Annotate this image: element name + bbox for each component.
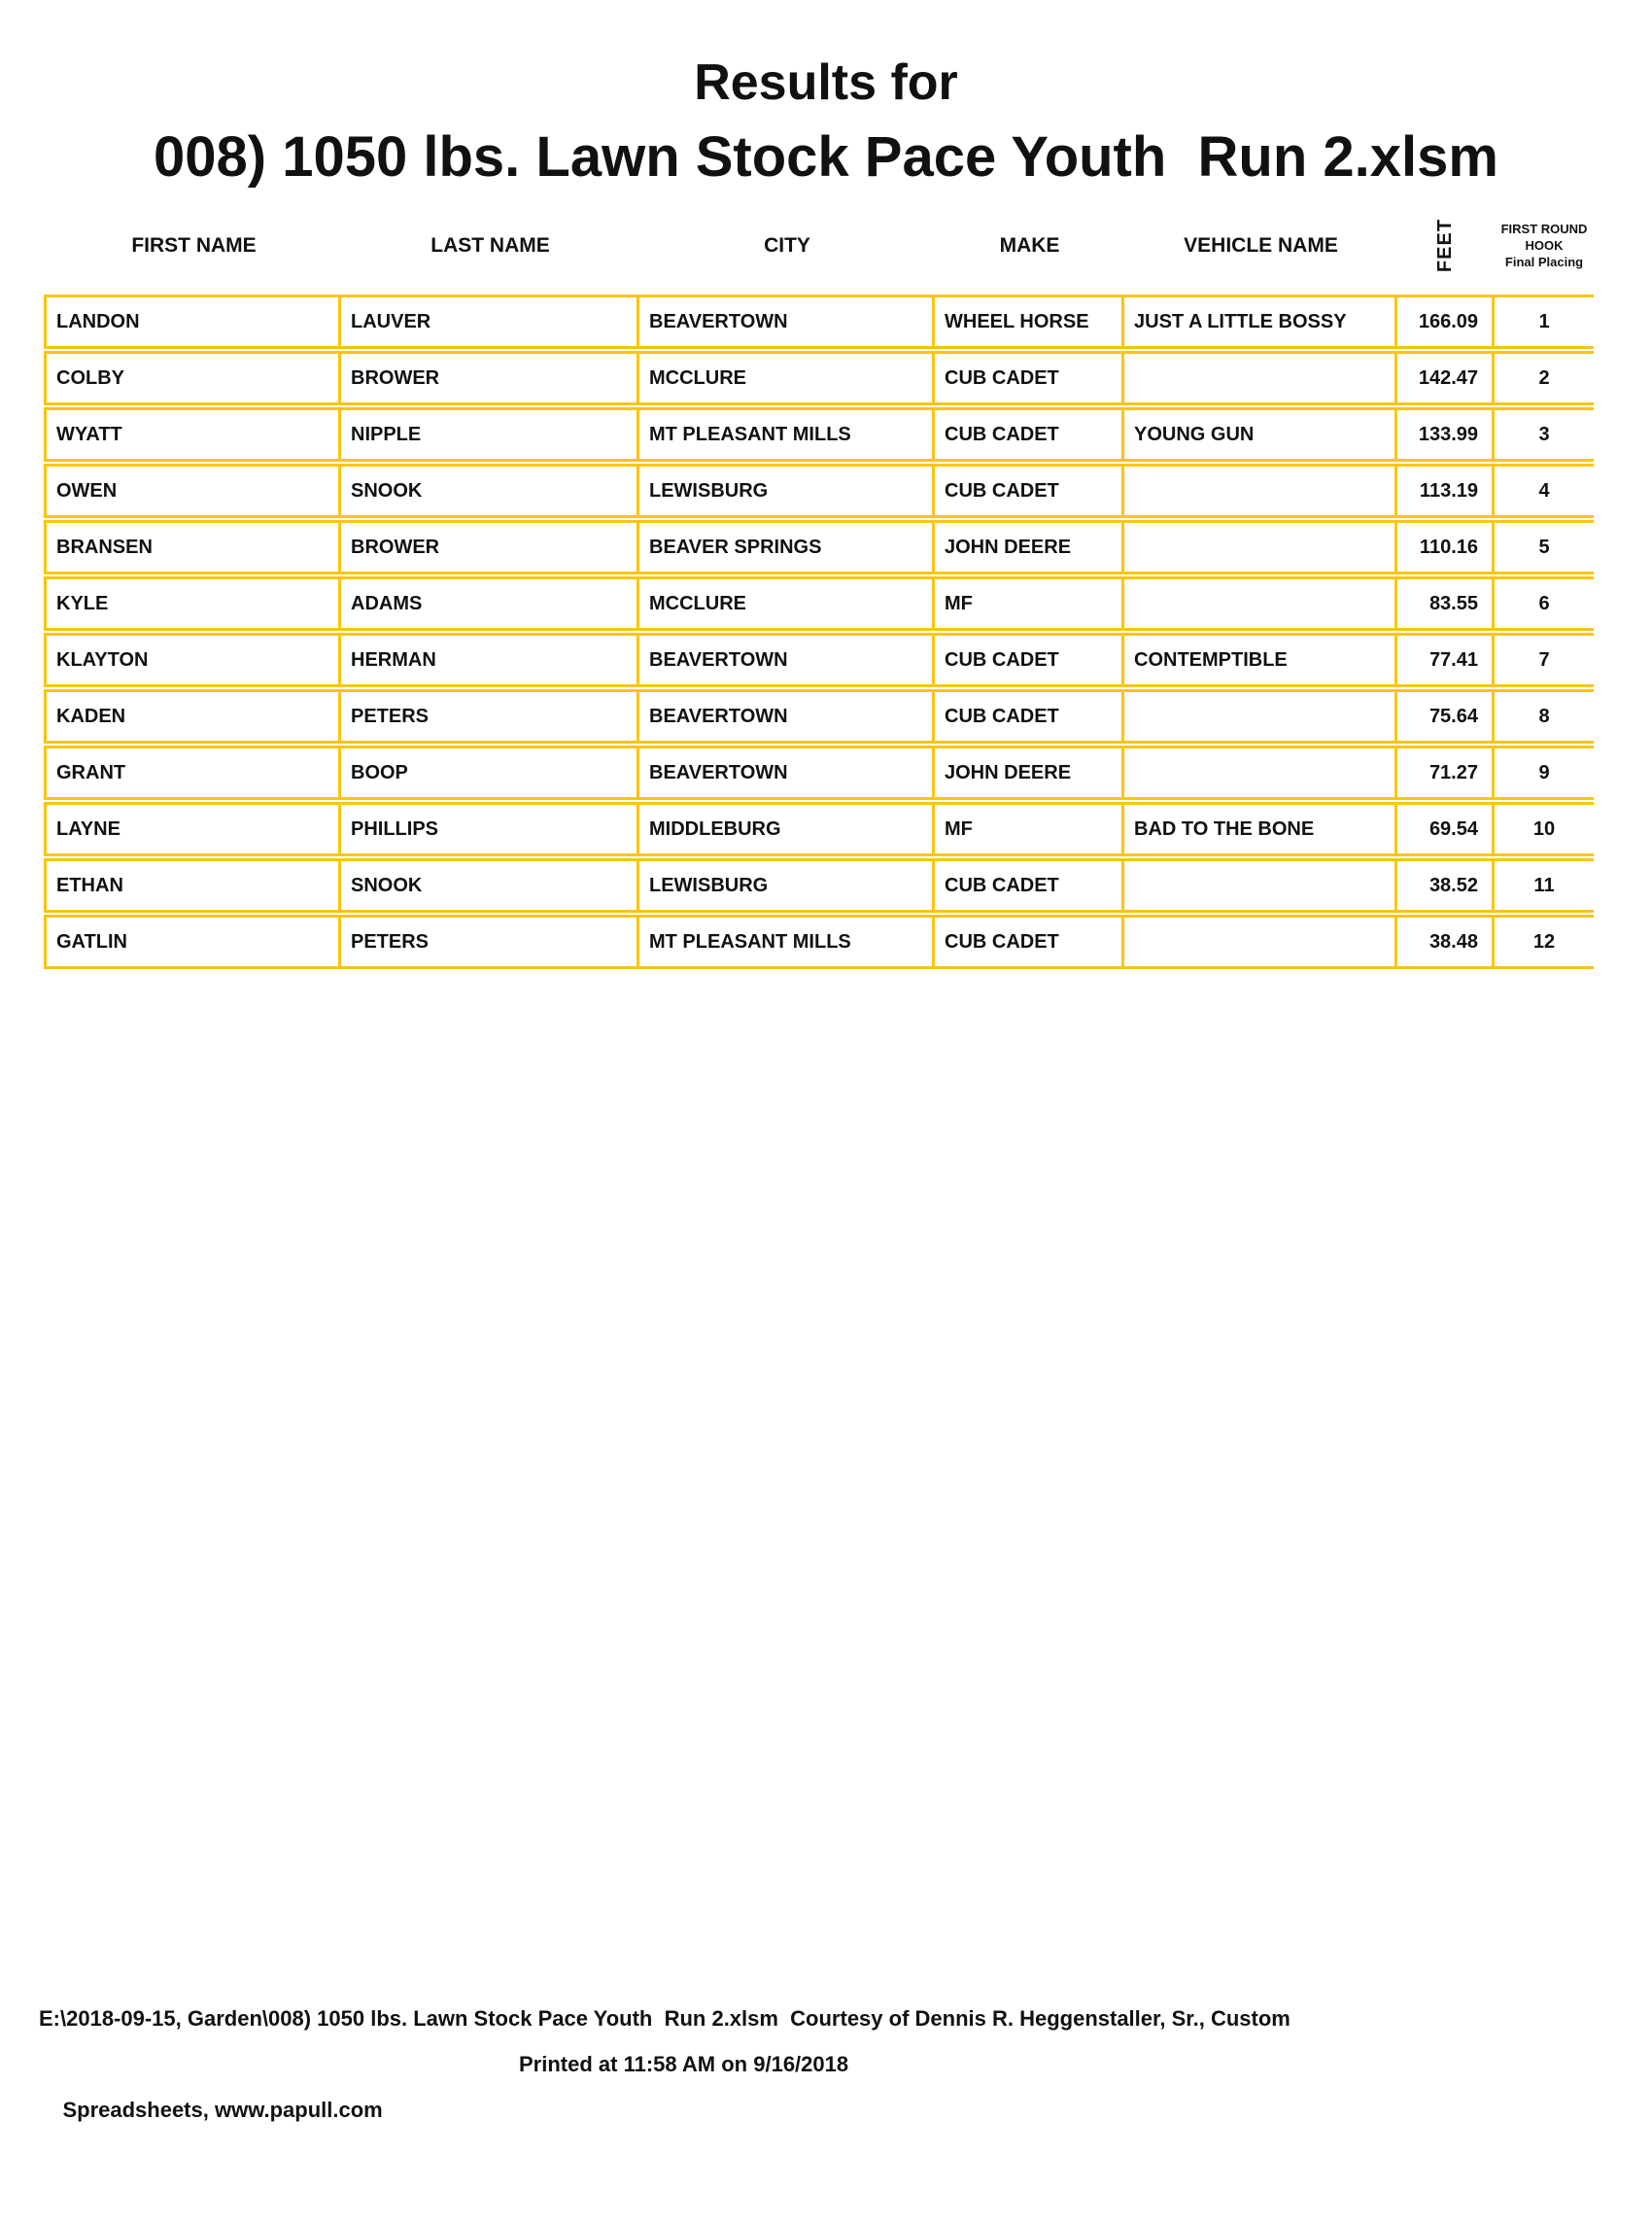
cell-final-placing: 4 (1538, 479, 1550, 502)
cell-last-name: BOOP (341, 748, 639, 797)
cell-feet: 38.48 (1397, 918, 1495, 966)
cell-feet: 166.09 (1397, 297, 1495, 346)
cell-city: BEAVER SPRINGS (639, 523, 935, 572)
cell-feet: 75.64 (1397, 692, 1495, 741)
table-row (44, 746, 1594, 800)
cell-make: CUB CADET (935, 692, 1124, 741)
column-header-last-name: LAST NAME (430, 233, 550, 257)
cell-final-placing: 10 (1532, 817, 1556, 840)
table-row (44, 689, 1594, 744)
cell-make: CUB CADET (935, 467, 1124, 515)
cell-feet: 71.27 (1397, 748, 1495, 797)
cell-feet: 113.19 (1397, 467, 1495, 515)
column-header-city: CITY (764, 233, 810, 257)
cell-first-name: LAYNE (47, 805, 341, 853)
cell-make: CUB CADET (935, 410, 1124, 459)
results-table-body (44, 295, 1594, 971)
results-table-header (47, 199, 1594, 292)
table-row (44, 633, 1594, 687)
column-header-feet (1397, 199, 1495, 292)
cell-final-placing: 11 (1533, 874, 1555, 896)
cell-first-name: OWEN (47, 467, 341, 515)
hook-label-line2: HOOK (1525, 238, 1564, 253)
cell-make: JOHN DEERE (935, 523, 1124, 572)
cell-last-name: PETERS (341, 918, 639, 966)
table-row (44, 351, 1594, 405)
cell-city: BEAVERTOWN (639, 297, 935, 346)
table-row (44, 915, 1594, 969)
cell-feet: 110.16 (1397, 523, 1495, 572)
cell-final-placing: 7 (1538, 648, 1550, 671)
page-title: Results for (694, 54, 958, 111)
table-row (44, 858, 1594, 913)
cell-first-name: KADEN (47, 692, 341, 741)
page-subtitle-filename: 008) 1050 lbs. Lawn Stock Pace Youth Run 2.xlsm (154, 125, 1498, 189)
cell-last-name: SNOOK (341, 861, 639, 910)
cell-final-placing: 9 (1538, 761, 1550, 783)
cell-city: MT PLEASANT MILLS (639, 918, 935, 966)
hook-label-line1: FIRST ROUND (1500, 222, 1588, 236)
cell-city: BEAVERTOWN (639, 692, 935, 741)
column-header-make: MAKE (999, 233, 1060, 257)
cell-last-name: BROWER (341, 354, 639, 402)
table-row (44, 802, 1594, 856)
cell-first-name: ETHAN (47, 861, 341, 910)
cell-vehicle-name (1124, 748, 1397, 797)
cell-vehicle-name: BAD TO THE BONE (1124, 805, 1397, 853)
cell-last-name: NIPPLE (341, 410, 639, 459)
cell-final-placing: 8 (1538, 705, 1550, 727)
table-row (44, 407, 1594, 462)
cell-first-name: WYATT (47, 410, 341, 459)
cell-make: JOHN DEERE (935, 748, 1124, 797)
cell-city: MCCLURE (639, 579, 935, 628)
cell-vehicle-name: CONTEMPTIBLE (1124, 636, 1397, 684)
cell-feet: 69.54 (1397, 805, 1495, 853)
cell-first-name: COLBY (47, 354, 341, 402)
cell-make: WHEEL HORSE (935, 297, 1124, 346)
footer-file-path-line: E:\2018-09-15, Garden\008) 1050 lbs. Lawn Stock Pace Youth Run 2.xlsm Courtesy of Dennis R. Heggenstaller, Sr., Custom (39, 2006, 1291, 2031)
column-header-first-name: FIRST NAME (131, 233, 257, 257)
cell-feet: 77.41 (1397, 636, 1495, 684)
cell-final-placing: 12 (1532, 930, 1556, 953)
column-header-final-placing (1495, 199, 1594, 292)
cell-last-name: ADAMS (341, 579, 639, 628)
cell-final-placing: 2 (1538, 366, 1550, 389)
cell-vehicle-name (1124, 523, 1397, 572)
cell-make: CUB CADET (935, 636, 1124, 684)
footer-printed-timestamp: Printed at 11:58 AM on 9/16/2018 (519, 2052, 849, 2076)
cell-make: MF (935, 805, 1124, 853)
cell-vehicle-name (1124, 579, 1397, 628)
cell-make: CUB CADET (935, 354, 1124, 402)
cell-make: MF (935, 579, 1124, 628)
cell-last-name: LAUVER (341, 297, 639, 346)
cell-last-name: HERMAN (341, 636, 639, 684)
cell-city: LEWISBURG (639, 467, 935, 515)
cell-city: BEAVERTOWN (639, 636, 935, 684)
column-header-vehicle-name: VEHICLE NAME (1184, 233, 1338, 257)
cell-first-name: KLAYTON (47, 636, 341, 684)
cell-final-placing: 6 (1538, 592, 1550, 614)
cell-vehicle-name: JUST A LITTLE BOSSY (1124, 297, 1397, 346)
table-row (44, 464, 1594, 518)
cell-final-placing: 5 (1538, 536, 1550, 558)
cell-feet: 83.55 (1397, 579, 1495, 628)
cell-first-name: GRANT (47, 748, 341, 797)
cell-city: LEWISBURG (639, 861, 935, 910)
cell-first-name: KYLE (47, 579, 341, 628)
hook-label-line3: Final Placing (1504, 255, 1584, 269)
cell-first-name: LANDON (47, 297, 341, 346)
cell-first-name: GATLIN (47, 918, 341, 966)
cell-vehicle-name (1124, 467, 1397, 515)
table-row (44, 295, 1594, 349)
cell-city: BEAVERTOWN (639, 748, 935, 797)
cell-city: MT PLEASANT MILLS (639, 410, 935, 459)
cell-city: MIDDLEBURG (639, 805, 935, 853)
cell-vehicle-name: YOUNG GUN (1124, 410, 1397, 459)
cell-last-name: PHILLIPS (341, 805, 639, 853)
cell-vehicle-name (1124, 861, 1397, 910)
feet-vertical-label: FEET (1434, 218, 1457, 273)
cell-last-name: SNOOK (341, 467, 639, 515)
cell-make: CUB CADET (935, 918, 1124, 966)
cell-final-placing: 1 (1538, 310, 1550, 332)
cell-vehicle-name (1124, 692, 1397, 741)
footer-website-text: Spreadsheets, www.papull.com (62, 2098, 383, 2122)
table-row (44, 520, 1594, 574)
cell-first-name: BRANSEN (47, 523, 341, 572)
table-row (44, 576, 1594, 631)
footer-second-line (39, 2041, 1633, 2224)
cell-vehicle-name (1124, 918, 1397, 966)
cell-make: CUB CADET (935, 861, 1124, 910)
cell-last-name: PETERS (341, 692, 639, 741)
page-footer (39, 1996, 1633, 2224)
cell-feet: 142.47 (1397, 354, 1495, 402)
cell-vehicle-name (1124, 354, 1397, 402)
cell-feet: 38.52 (1397, 861, 1495, 910)
cell-city: MCCLURE (639, 354, 935, 402)
cell-last-name: BROWER (341, 523, 639, 572)
cell-feet: 133.99 (1397, 410, 1495, 459)
cell-final-placing: 3 (1538, 423, 1550, 445)
